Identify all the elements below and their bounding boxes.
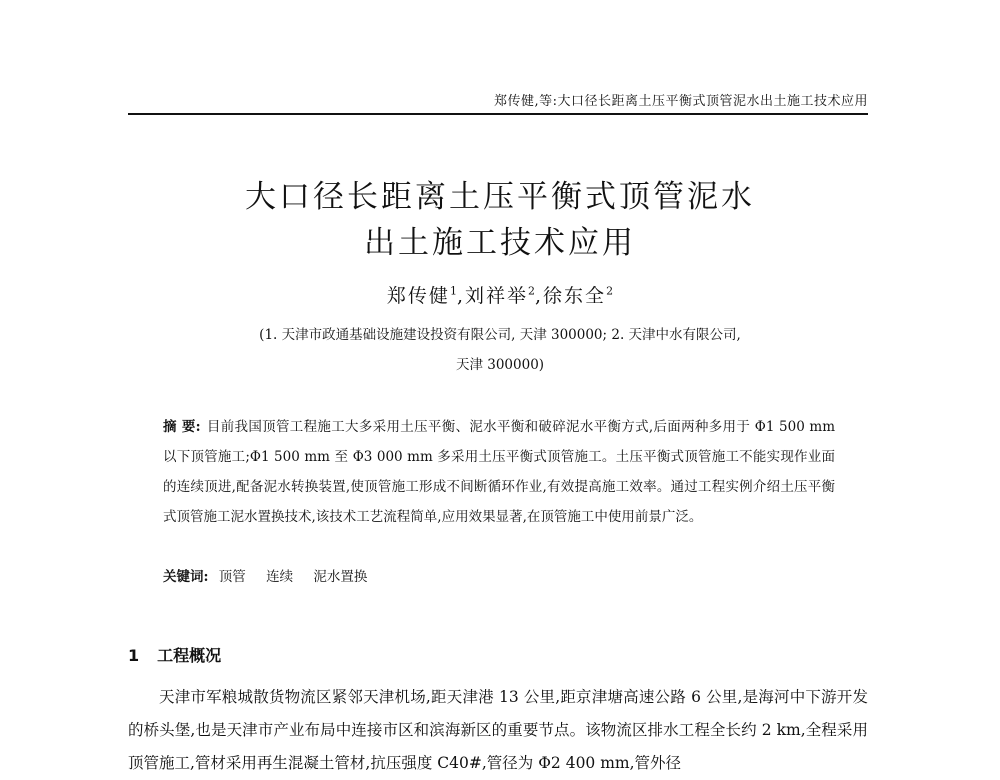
- abstract: [163, 412, 835, 532]
- keywords: [163, 565, 383, 585]
- running-header: 郑传健,等:大口径长距离土压平衡式顶管泥水出土施工技术应用: [493, 94, 868, 109]
- section-number: 1: [128, 646, 140, 665]
- keyword: 连续: [266, 569, 294, 585]
- author-affil-mark: 1: [449, 284, 457, 298]
- author-name: 徐东全: [543, 285, 607, 307]
- header-rule: [128, 113, 868, 115]
- keyword: 顶管: [218, 569, 246, 585]
- section-heading: [128, 643, 221, 666]
- title-line-2: 出土施工技术应用: [364, 225, 636, 261]
- article-title: [0, 174, 1000, 266]
- body-paragraph: 天津市军粮城散货物流区紧邻天津机场,距天津港 13 公里,距京津塘高速公路 6 公里,是海河中下游开发的桥头堡,也是天津市产业布局中连接市区和滨海新区的重要节点。该物流区排水工程全长约 2 km,全程采用顶管施工,管材采用再生混凝土管材,抗压强度 C40#,管径为 Φ2 400 mm,管外径: [128, 688, 868, 772]
- abstract-label: 摘 要:: [163, 419, 201, 435]
- keyword: 泥水置换: [313, 569, 368, 585]
- affiliation-line-2: 天津 300000): [455, 357, 545, 373]
- keywords-label: 关键词:: [163, 569, 209, 585]
- author-affil-mark: 2: [528, 284, 535, 298]
- affiliation-line-1: (1. 天津市政通基础设施建设投资有限公司, 天津 300000; 2. 天津中水有限公司,: [259, 327, 741, 343]
- abstract-text: 目前我国顶管工程施工大多采用土压平衡、泥水平衡和破碎泥水平衡方式,后面两种多用于 Φ1 500 mm 以下顶管施工;Φ1 500 mm 至 Φ3 000 mm 多采用土压平衡式顶管施工。土压平衡式顶管施工不能实现作业面的连续顶进,配备泥水转换装置,使顶管施工形成不间断循环作业,有效提高施工效率。通过工程实例介绍土压平衡式顶管施工泥水置换技术,该技术工艺流程简单,应用效果显著,在顶管施工中使用前景广泛。: [163, 419, 835, 525]
- author-name: 郑传健: [386, 285, 450, 307]
- affiliations: [0, 320, 1000, 380]
- title-line-1: 大口径长距离土压平衡式顶管泥水: [245, 179, 755, 215]
- author-list: 郑传健$^1$,刘祥举$^2$,徐东全$^2$: [386, 284, 614, 307]
- author-name: 刘祥举: [464, 285, 528, 307]
- section-title: 工程概况: [157, 646, 222, 665]
- author-affil-mark: 2: [606, 284, 614, 298]
